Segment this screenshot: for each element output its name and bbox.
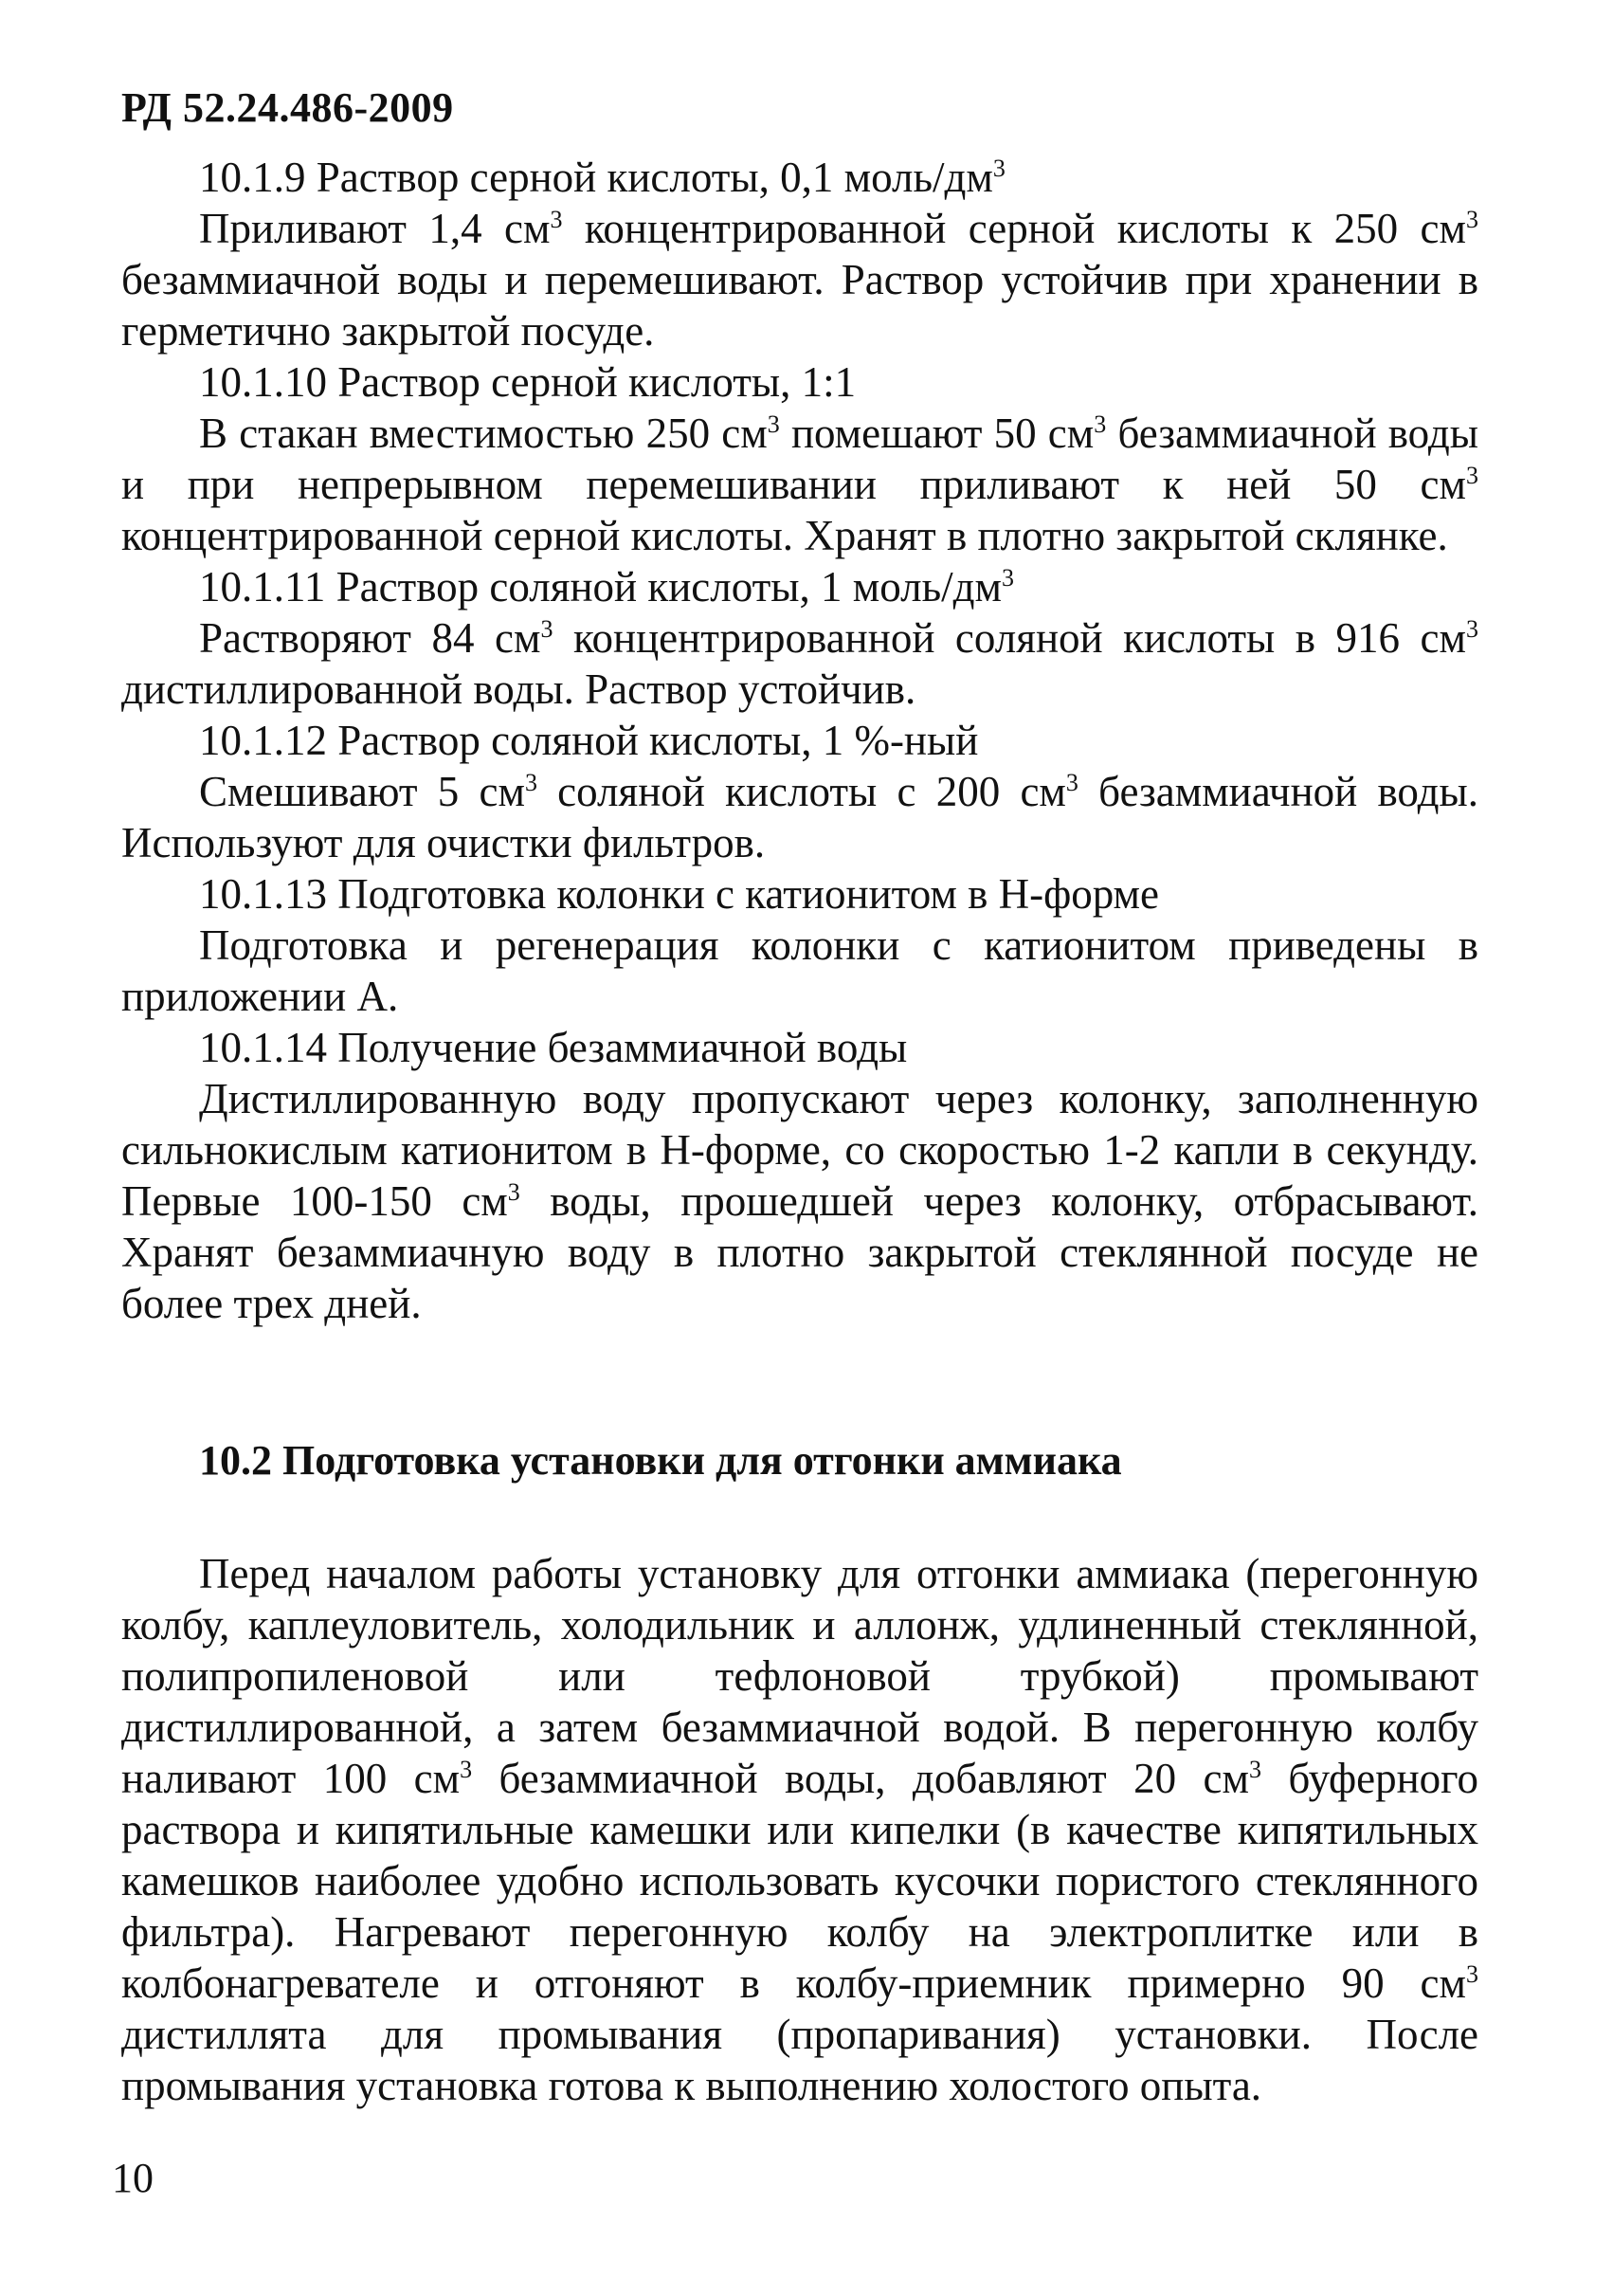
item-10-1-14-body: Дистиллированную воду пропускают через колонку, заполненную сильнокислым катионитом в Н-форме, со скоростью 1-2 капли в секунду. Первые 100-150 $см^3$ воды, прошедшей через колонку, отбрасывают. Хранят безаммиачную воду в плотно закрытой стеклянной посуде не более трех дней.	[121, 1075, 1478, 1327]
section-10-2-block	[121, 1548, 1478, 2111]
page-number: 10	[112, 2155, 154, 2201]
item-10-1-12-title: 10.1.12 Раствор соляной кислоты, 1 %-ный	[199, 717, 979, 764]
item-10-1-13-body: Подготовка и регенерация колонки с катионитом приведены в приложении А.	[121, 921, 1478, 1020]
item-10-1-9-body: Приливают 1,4 $см^3$ концентрированной серной кислоты к 250 $см^3$ безаммиачной воды и перемешивают. Раствор устойчив при хранении в герметично закрытой посуде.	[121, 205, 1478, 355]
item-10-1-11-body: Растворяют 84 $см^3$ концентрированной соляной кислоты в 916 $см^3$ дистиллированной воды. Раствор устойчив.	[121, 614, 1479, 713]
section-10-2-body: Перед началом работы установку для отгонки аммиака (перегонную колбу, каплеуловитель, холодильник и аллонж, удлиненный стеклянной, полипропиленовой или тефлоновой трубкой) промывают дистиллированной, а затем безаммиачной водой. В перегонную колбу наливают 100 $см^3$ безаммиачной воды, добавляют 20 $см^3$ буферного раствора и кипятильные камешки или кипелки (в качестве кипятильных камешков наиболее удобно использовать кусочки пористого стеклянного фильтра). Нагревают перегонную колбу на электроплитке или в колбонагревателе и отгоняют в колбу-приемник примерно 90 $см^3$ дистиллята для промывания (пропаривания) установки. После промывания установка готова к выполнению холостого опыта.	[121, 1550, 1478, 2109]
item-10-1-10-title: 10.1.10 Раствор серной кислоты, 1:1	[199, 358, 857, 406]
item-10-1-14-title: 10.1.14 Получение безаммиачной воды	[199, 1024, 908, 1071]
item-10-1-13-title: 10.1.13 Подготовка колонки с катионитом в Н-форме	[199, 870, 1160, 918]
section-10-1-block	[121, 152, 1478, 1329]
item-10-1-12-body: Смешивают 5 $см^3$ соляной кислоты с 200 $см^3$ безаммиачной воды. Используют для очистки фильтров.	[121, 768, 1478, 866]
document-header: РД 52.24.486-2009	[121, 84, 454, 131]
section-10-2-heading: 10.2 Подготовка установки для отгонки аммиака	[199, 1437, 1122, 1484]
item-10-1-11-title: 10.1.11 Раствор соляной кислоты, 1 моль/$дм^3$	[199, 563, 1015, 610]
item-10-1-9-title: 10.1.9 Раствор серной кислоты, 0,1 моль/$дм^3$	[199, 154, 1006, 201]
item-10-1-10-body: В стакан вместимостью 250 $см^3$ помешают 50 $см^3$ безаммиачной воды и при непрерывном перемешивании приливают к ней 50 $см^3$ концентрированной серной кислоты. Хранят в плотно закрытой склянке.	[121, 410, 1478, 559]
